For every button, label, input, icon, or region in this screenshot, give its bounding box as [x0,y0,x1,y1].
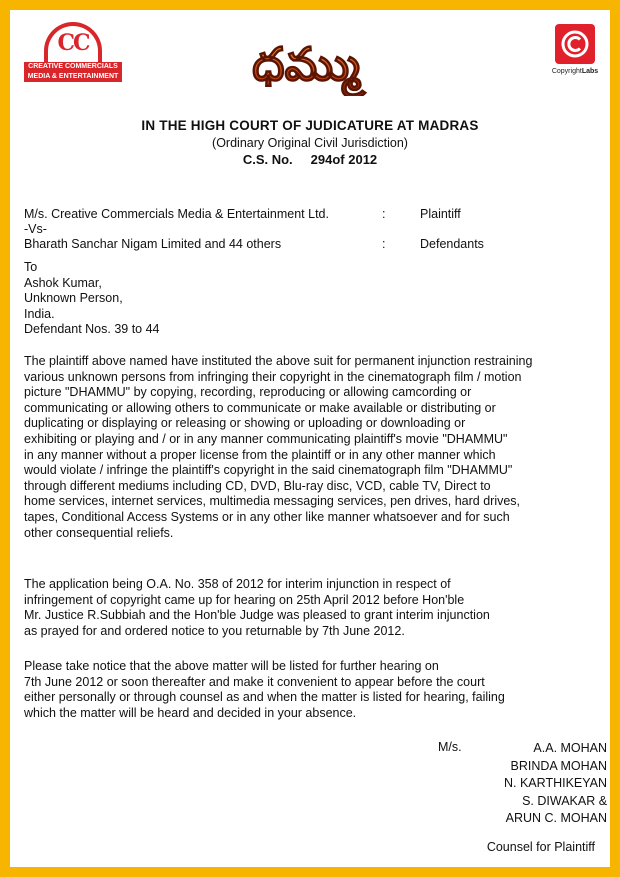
plaintiff-row [24,207,461,222]
cc-line2: MEDIA & ENTERTAINMENT LTD. [27,73,119,90]
parties-block [24,207,484,253]
dhammu-title-logo [236,22,376,96]
text-line: The plaintiff above named have instituted the above suit for permanent injunction restraining [24,354,533,368]
text-line: 7th June 2012 or soon thereafter and make it convenient to appear before the court [24,674,485,689]
text-line: various unknown persons from infringing their copyright in the cinematograph film / motion [24,369,522,384]
copyright-labs-label [548,68,602,75]
text-line: Mr. Justice R.Subbiah and the Hon'ble Judge was pleased to grant interim injunction [24,608,490,623]
text-line: communicating or allowing others to communicate or make available or distributing or [24,400,496,415]
text-line: would violate / infringe the plaintiff's copyright in the said cinematograph film "DHAMMU" [24,463,513,478]
court-jurisdiction: (Ordinary Original Civil Jurisdiction) [212,136,408,150]
addressee-block [24,260,160,338]
plaintiff-colon: : [382,207,386,221]
text-line: home services, internet services, multimedia messaging services, pen drives, hard drives, [24,494,521,509]
text-line: which the matter will be heard and decided in your absence. [24,705,357,720]
header [0,0,620,100]
addressee-line: Defendant Nos. 39 to 44 [24,322,160,337]
text-line: in any manner without a proper license from the plaintiff or in any other manner which [24,447,496,462]
text-line: exhibiting or playing and / or in any manner communicating plaintiff's movie "DHAMMU" [24,431,508,446]
counsel-name: A.A. MOHAN [533,741,608,755]
plaintiff-role: Plaintiff [420,207,461,221]
text-line: other consequential reliefs. [24,525,174,540]
versus-row [24,222,329,237]
paragraph-suit-details [24,354,599,541]
cc-line1: CREATIVE COMMERCIALS [28,63,118,70]
counsel-name: BRINDA MOHAN [510,758,608,773]
versus-text: -Vs- [24,222,47,237]
text-line: infringement of copyright came up for hearing on 25th April 2012 before Hon'ble [24,592,465,607]
creative-commercials-logo [24,22,122,90]
suit-number-line [0,152,620,167]
text-line: tapes, Conditional Access Systems or in any other like manner whatsoever and for such [24,509,510,524]
addressee-line: Unknown Person, [24,291,123,306]
counsel-name: ARUN C. MOHAN [505,811,608,825]
defendant-colon: : [382,237,386,252]
copyright-word: Copyright [551,68,582,75]
cc-band [24,62,122,90]
text-line: The application being O.A. No. 358 of 2012 for interim injunction in respect of [24,577,451,591]
addressee-line: India. [24,306,55,321]
addressee-line: Ashok Kumar, [24,275,102,290]
counsel-name: N. KARTHIKEYAN [504,776,608,790]
text-line: Please take notice that the above matter will be listed for further hearing on [24,659,439,673]
defendant-row [24,237,484,252]
court-title: IN THE HIGH COURT OF JUDICATURE AT MADRAS [141,118,479,133]
text-line: picture "DHAMMU" by copying, recording, reproducing or allowing camcording or [24,385,472,400]
suit-prefix: C.S. No. [242,152,293,167]
copyright-labs-logo [548,24,602,86]
paragraph-application [24,577,599,639]
counsel-for-plaintiff: Counsel for Plaintiff [486,840,595,854]
counsel-list [504,740,607,828]
defendant-name: Bharath Sanchar Nigam Limited and 44 others [24,237,282,252]
text-line: duplicating or displaying or releasing or showing or uploading or downloading or [24,416,466,431]
plaintiff-name: M/s. Creative Commercials Media & Entertainment Ltd. [24,207,329,221]
counsel-name: S. DIWAKAR & [522,793,608,808]
dhammu-title-text: ధమ్ము [252,37,360,91]
suit-number: 294of 2012 [310,152,378,167]
ms-prefix: M/s. [438,740,462,754]
addressee-to: To [24,260,38,274]
cc-letters: CC [57,30,89,56]
text-line: through different mediums including CD, DVD, Blu-ray disc, VCD, cable TV, Direct to [24,478,491,493]
defendant-role: Defendants [420,237,484,252]
copyright-icon [555,24,595,64]
labs-word: Labs [581,68,599,75]
text-line: either personally or through counsel as and when the matter is listed for hearing, failing [24,690,505,705]
text-line: as prayed for and ordered notice to you returnable by 7th June 2012. [24,623,405,638]
paragraph-notice [24,659,599,721]
